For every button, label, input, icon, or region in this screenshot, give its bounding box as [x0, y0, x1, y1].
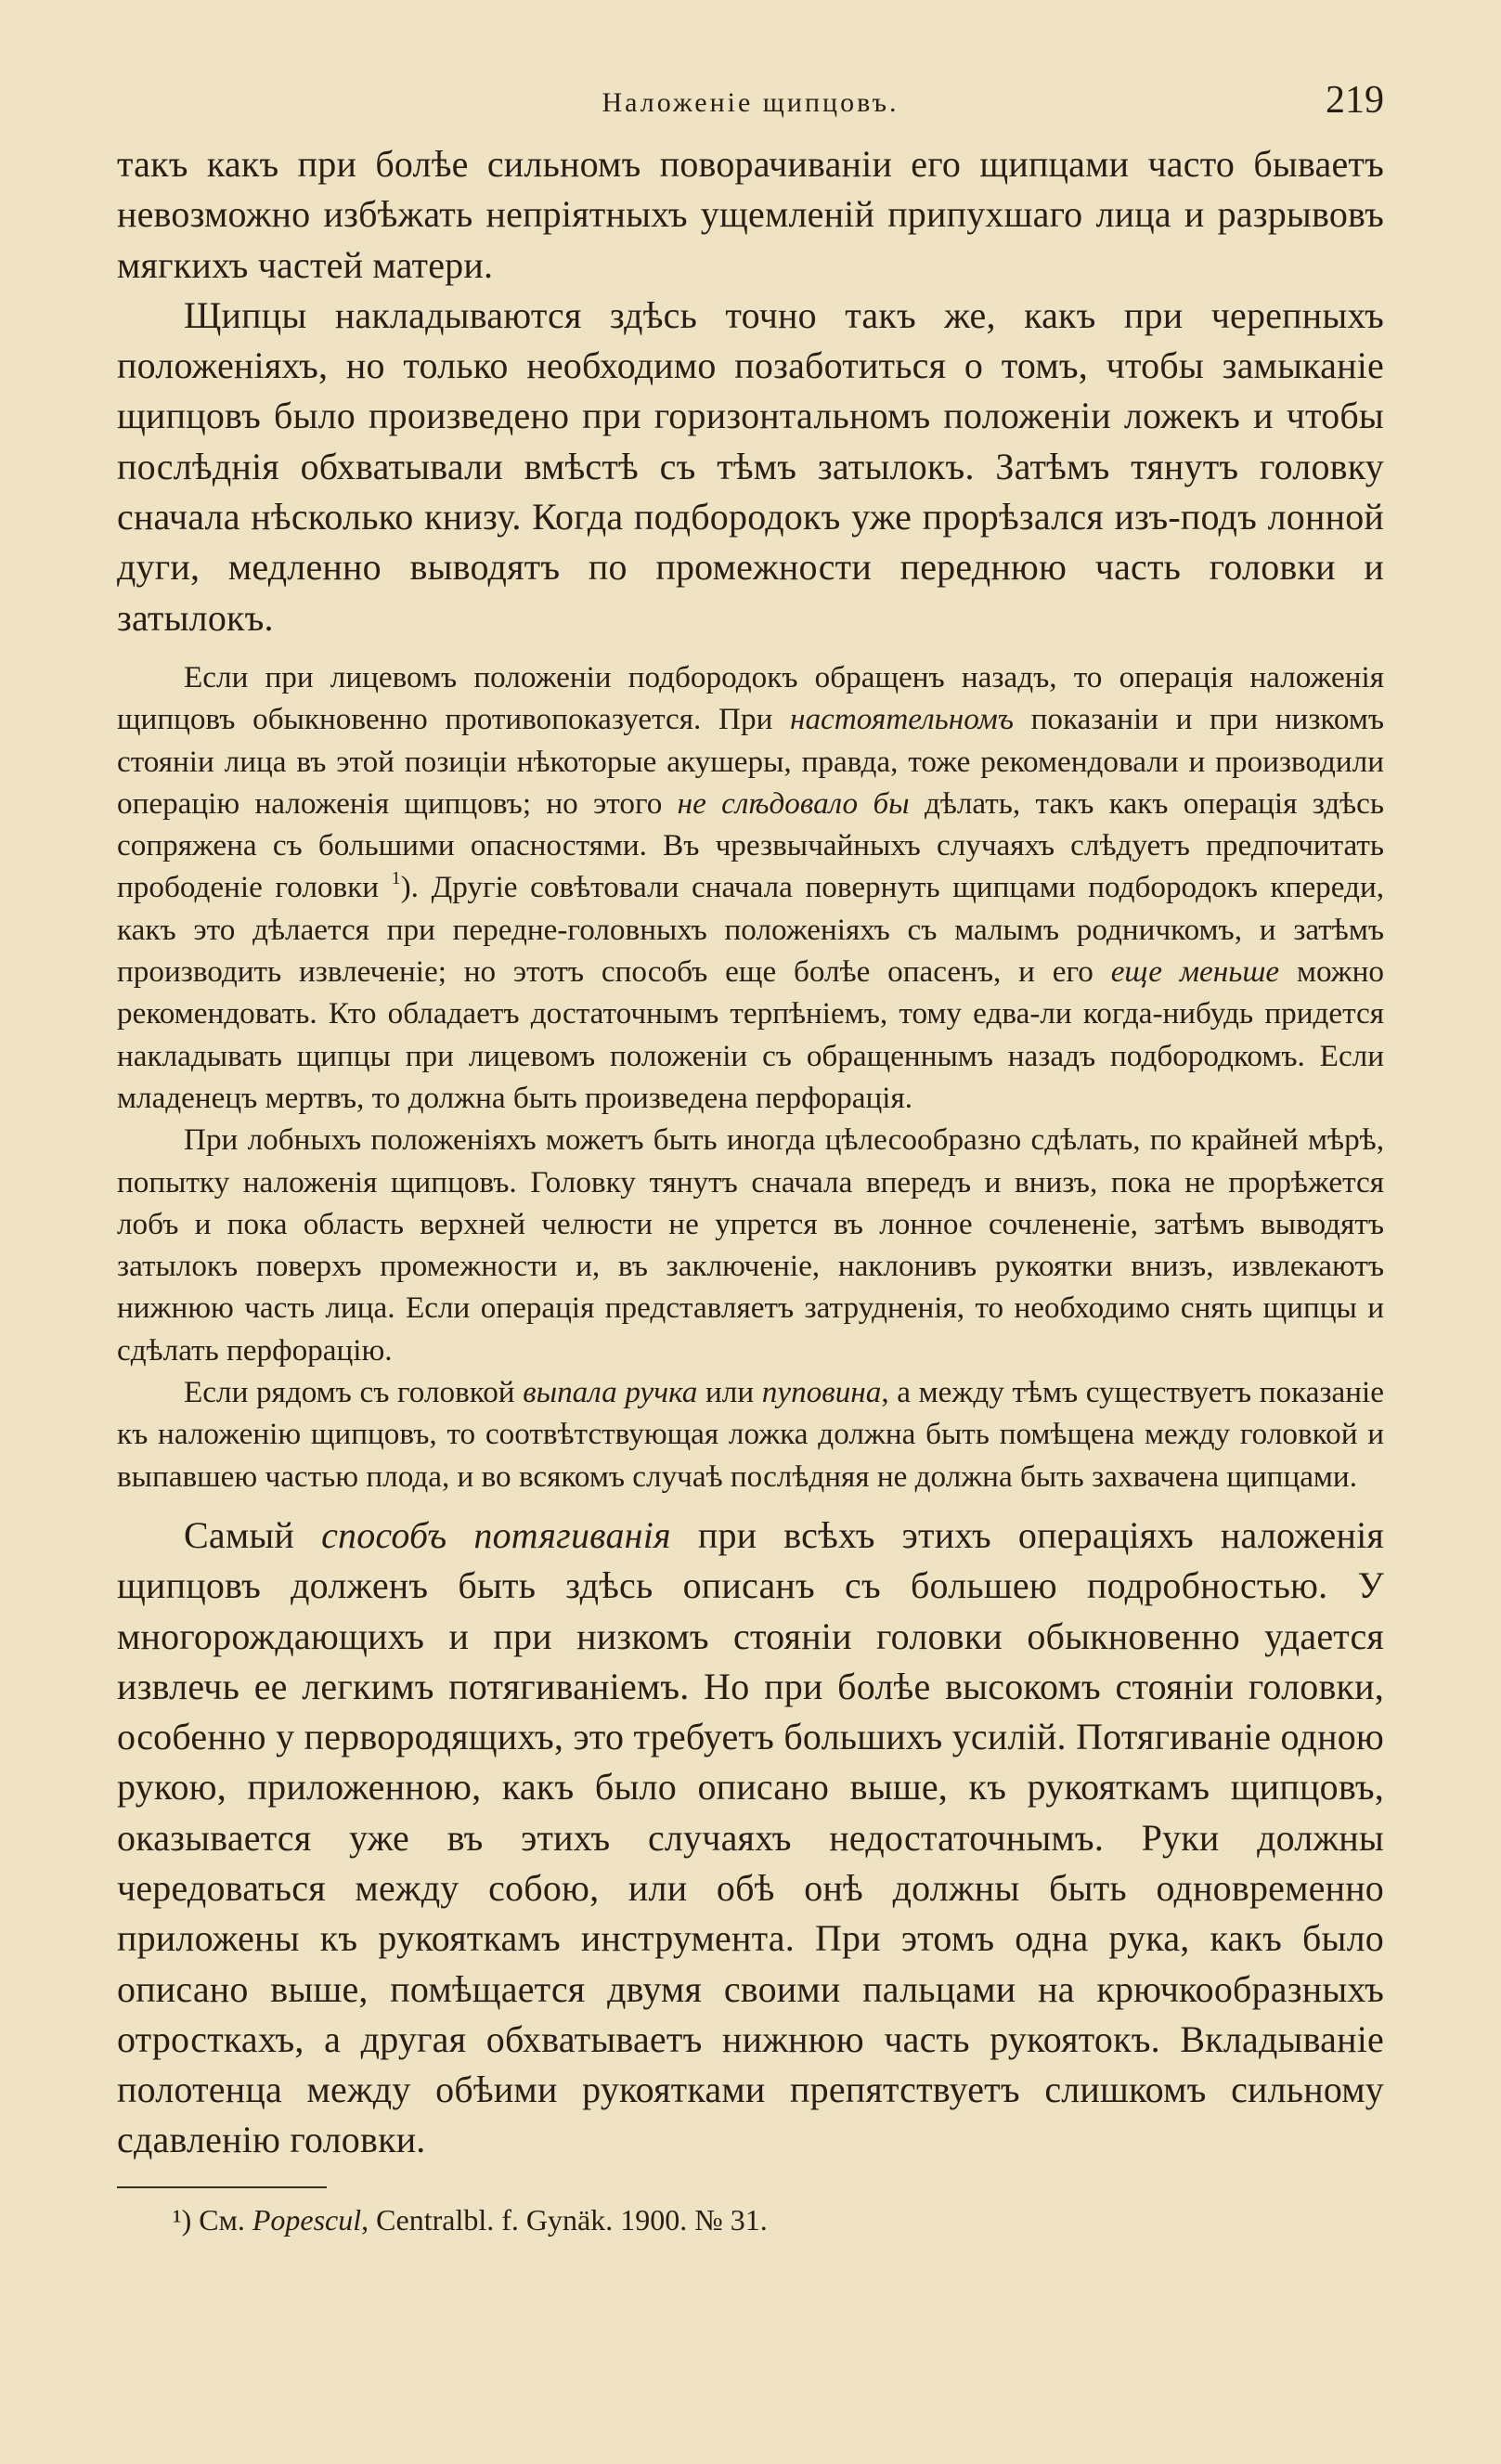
emphasis: способъ потягиванія — [321, 1513, 671, 1556]
text-span: можно рекомендовать. Кто обладаетъ достаточнымъ терпѣніемъ, тому едва-ли когда-нибудь придется накладывать щипцы при лицевомъ положеніи съ обращеннымъ назадъ подбородкомъ. Если младенецъ мертвъ, то должна быть произведена перфорація. — [117, 954, 1385, 1115]
emphasis: пуповина — [761, 1375, 882, 1410]
emphasis: не слѣдовало бы — [677, 785, 910, 821]
paragraph-traction-method — [117, 1511, 1384, 2166]
text-span: , Centralbl. f. Gynäk. 1900. № 31. — [361, 2202, 768, 2237]
emphasis: еще меньше — [1110, 954, 1280, 990]
small-print-section — [117, 656, 1384, 1498]
footnote-author: Popescul — [252, 2202, 362, 2237]
page-number: 219 — [1326, 79, 1384, 122]
text-span: ). Другіе совѣтовали сначала повернуть щипцами подбородокъ кпереди, какъ это дѣлается при передне-головныхъ положеніяхъ съ малымъ родничкомъ, и затѣмъ производить извлеченіе; но этотъ способъ еще болѣе опасенъ, и его — [117, 870, 1384, 990]
paragraph-chin-posterior — [117, 656, 1384, 1119]
text-span: Самый — [184, 1513, 322, 1556]
footnote-rule — [117, 2186, 327, 2188]
text-span: Если при лицевомъ положеніи подбородокъ обращенъ назадъ, то операція наложенія щипцовъ обыкновенно противопоказуется. При — [117, 659, 1384, 737]
paragraph-forceps-application: Щипцы накладываются здѣсь точно такъ же, какъ при черепныхъ положеніяхъ, но только необходимо позаботиться о томъ, чтобы замыканіе щипцовъ было произведено при горизонтальномъ положеніи ложекъ и чтобы послѣднія обхватывали вмѣстѣ съ тѣмъ затылокъ. Затѣмъ тянутъ головку сначала нѣсколько книзу. Когда подбородокъ уже прорѣзался изъ-подъ лонной дуги, медленно выводятъ по промежности переднюю часть головки и затылокъ. — [117, 293, 1384, 639]
paragraph-brow-presentation: При лобныхъ положеніяхъ можетъ быть иногда цѣлесообразно сдѣлать, по крайней мѣрѣ, попытку наложенія щипцовъ. Головку тянутъ сначала впередъ и внизъ, пока не прорѣжется лобъ и пока область верхней челюсти не упрется въ лонное сочлененіе, затѣмъ выводятъ затылокъ поверхъ промежности и, въ заключеніе, наклонивъ рукоятки внизъ, извлекаютъ нижнюю часть лица. Если операція представляетъ затрудненія, то необходимо снять щипцы и сдѣлать перфорацію. — [117, 1122, 1384, 1368]
main-text-top — [117, 139, 1384, 643]
text-span: Если рядомъ съ головкой — [184, 1375, 524, 1410]
main-text-bottom — [117, 1511, 1384, 2166]
footnote — [117, 2201, 1384, 2238]
running-title: Наложеніе щипцовъ. — [602, 87, 899, 118]
text-span: дѣлать, такъ какъ операція здѣсь сопряжена съ большими опасностями. Въ чрезвычайныхъ случаяхъ слѣдуетъ предпочитать прободеніе головки — [117, 785, 1384, 905]
text-span: См. — [191, 2202, 252, 2237]
text-span: или — [697, 1375, 762, 1410]
paragraph-continuation: такъ какъ при болѣе сильномъ поворачиваніи его щипцами часто бываетъ невозможно избѣжать непріятныхъ ущемленій припухшаго лица и разрывовъ мягкихъ частей матери. — [117, 143, 1384, 286]
paragraph-prolapse — [117, 1371, 1384, 1498]
emphasis: настоятельномъ — [790, 702, 1014, 737]
text-span: при всѣхъ этихъ операціяхъ наложенія щипцовъ долженъ быть здѣсь описанъ съ большею подробностью. У многорождающихъ и при низкомъ стояніи головки обыкновенно удается извлечь ее легкимъ потягиваніемъ. Но при болѣе высокомъ стояніи головки, особенно у первородящихъ, это требуетъ большихъ усилій. Потягиваніе одною рукою, приложенною, какъ было описано выше, къ рукояткамъ щипцовъ, оказывается уже въ этихъ случаяхъ недостаточнымъ. Руки должны чередоваться между собою, или обѣ онѣ должны быть одновременно приложены къ рукояткамъ инструмента. При этомъ одна рука, какъ было описано выше, помѣщается двумя своими пальцами на крючкообразныхъ отросткахъ, а другая обхватываетъ нижнюю часть рукоятокъ. Вкладываніе полотенца между обѣими рукоятками препятствуетъ слишкомъ сильному сдавленію головки. — [117, 1513, 1384, 2161]
footnote-ref: 1 — [391, 868, 401, 889]
footnote-marker: ¹) — [173, 2202, 192, 2237]
emphasis: выпала ручка — [523, 1375, 698, 1410]
running-head — [117, 79, 1384, 139]
text-span: показаніи и при низкомъ стояніи лица въ этой позиціи нѣкоторые акушеры, правда, тоже рекомендовали и производили операцію наложенія щипцовъ; но этого — [117, 702, 1384, 821]
text-span: , а между тѣмъ существуетъ показаніе къ наложенію щипцовъ, то соотвѣтствующая ложка должна быть помѣщена между головкой и выпавшею частью плода, и во всякомъ случаѣ послѣдняя не должна быть захвачена щипцами. — [117, 1375, 1384, 1494]
